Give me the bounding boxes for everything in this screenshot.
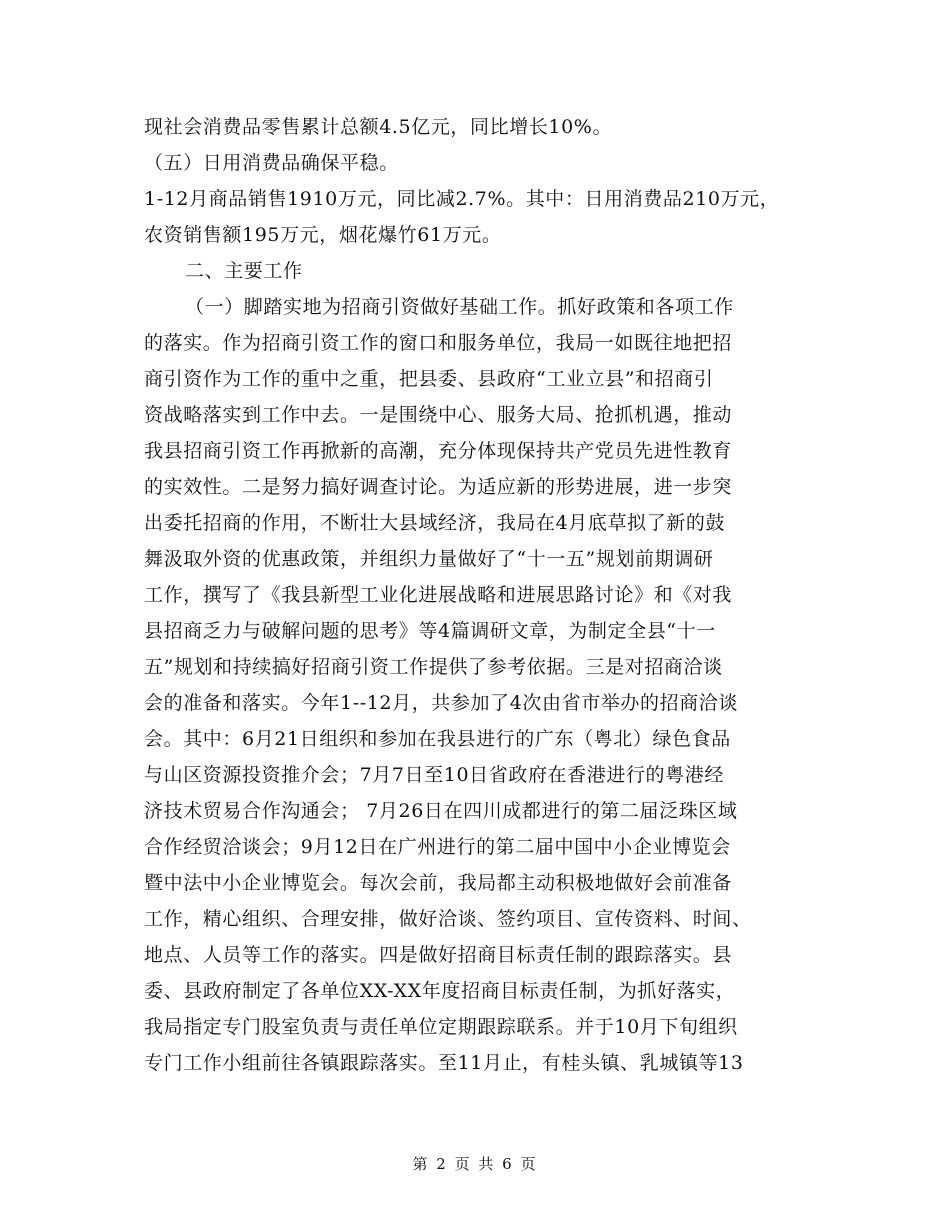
- text-line: 现社会消费品零售累计总额4.5亿元，同比增长10%。: [144, 116, 613, 138]
- text-line: 合作经贸洽谈会；9月12日在广州进行的第二届中国中小企业博览会: [144, 836, 731, 858]
- text-line: 的落实。作为招商引资工作的窗口和服务单位，我局一如既往地把招: [144, 332, 733, 354]
- text-line: 与山区资源投资推介会；7月7日至10日省政府在香港进行的粤港经: [144, 764, 724, 786]
- text-line: 五”规划和持续搞好招商引资工作提供了参考依据。三是对招商洽谈: [144, 656, 723, 678]
- text-line: 商引资作为工作的重中之重，把县委、县政府“工业立县”和招商引: [144, 368, 714, 390]
- text-line: 济技术贸易合作沟通会； 7月26日在四川成都进行的第二届泛珠区域: [144, 800, 738, 822]
- text-line: 我县招商引资工作再掀新的高潮，充分体现保持共产党员先进性教育: [144, 440, 733, 462]
- page-number-footer: 第 2 页 共 6 页: [412, 1155, 538, 1173]
- text-line: 资战略落实到工作中去。一是围绕中心、服务大局、抢抓机遇，推动: [144, 404, 733, 426]
- text-line: 会的准备和落实。今年1--12月，共参加了4次由省市举办的招商洽谈: [144, 692, 738, 714]
- text-line: 的实效性。二是努力搞好调查讨论。为适应新的形势进展，进一步突: [144, 476, 733, 498]
- text-line: 出委托招商的作用，不断壮大县域经济，我局在4月底草拟了新的鼓: [144, 512, 726, 534]
- text-line: 地点、人员等工作的落实。四是做好招商目标责任制的跟踪落实。县: [144, 944, 733, 966]
- text-line: 专门工作小组前往各镇跟踪落实。至11月止，有桂头镇、乳城镇等13: [144, 1052, 744, 1074]
- text-line: 工作，精心组织、合理安排，做好洽谈、签约项目、宣传资料、时间、: [144, 908, 752, 930]
- text-line: 县招商乏力与破解问题的思考》等4篇调研文章，为制定全县“十一: [144, 620, 716, 642]
- text-line: 舞汲取外资的优惠政策，并组织力量做好了“十一五”规划前期调研: [144, 548, 714, 570]
- text-line: 工作，撰写了《我县新型工业化进展战略和进展思路讨论》和《对我: [144, 584, 733, 606]
- paragraph-first-line: （一）脚踏实地为招商引资做好基础工作。抓好政策和各项工作: [185, 296, 734, 318]
- text-line: 委、县政府制定了各单位XX-XX年度招商目标责任制，为抓好落实，: [144, 980, 736, 1002]
- text-line: 农资销售额195万元，烟花爆竹61万元。: [144, 224, 502, 246]
- text-line: 暨中法中小企业博览会。每次会前，我局都主动积极地做好会前准备: [144, 872, 733, 894]
- text-line: 会。其中：6月21日组织和参加在我县进行的广东（粤北）绿色食品: [144, 728, 731, 750]
- section-heading-main-work: 二、主要工作: [185, 260, 303, 282]
- section-heading-5: （五）日用消费品确保平稳。: [144, 152, 399, 174]
- text-line: 我局指定专门股室负责与责任单位定期跟踪联系。并于10月下旬组织: [144, 1016, 738, 1038]
- text-line: 1-12月商品销售1910万元，同比减2.7%。其中：日用消费品210万元，: [144, 188, 780, 210]
